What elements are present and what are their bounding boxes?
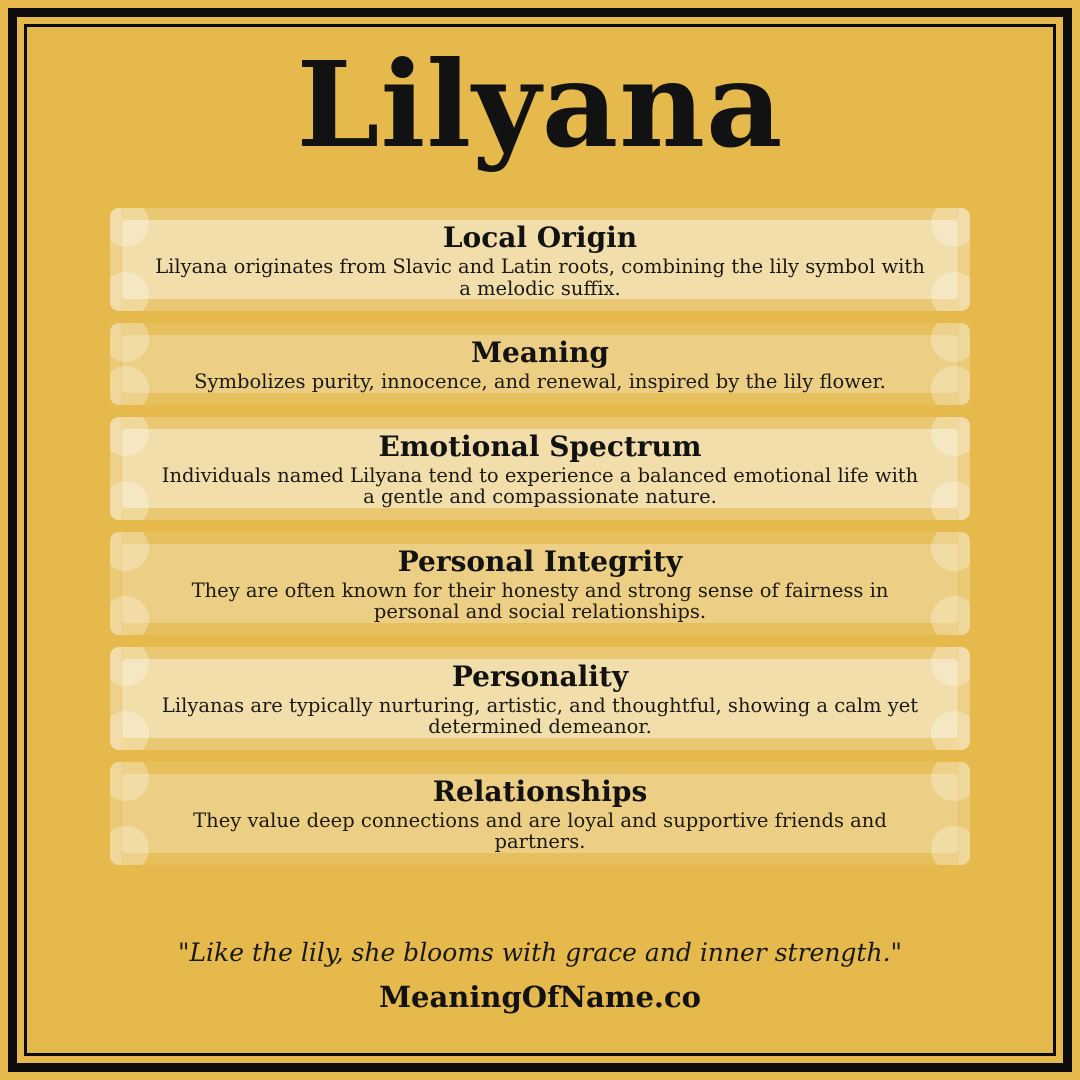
section-body: They value deep connections and are loyal and supportive friends and partners.: [193, 808, 887, 853]
section-card-personality: [110, 647, 970, 750]
section-body: Individuals named Lilyana tend to experience a balanced emotional life with a gentle and compassionate nature.: [161, 463, 919, 508]
section-heading: Personal Integrity: [397, 544, 683, 578]
corner-dot-bottom-left: [110, 596, 149, 635]
corner-dot-top-right: [931, 532, 970, 571]
section-heading: Emotional Spectrum: [378, 429, 702, 463]
card-edge-highlight-left: [110, 532, 121, 635]
corner-dot-top-right: [931, 762, 970, 801]
section-card-meaning: [110, 323, 970, 405]
corner-dot-top-right: [931, 323, 970, 362]
corner-dot-top-right: [931, 417, 970, 456]
corner-dot-bottom-left: [110, 711, 149, 750]
corner-dot-bottom-right: [931, 596, 970, 635]
corner-dot-top-right: [931, 647, 970, 686]
sections-list: [110, 208, 970, 865]
section-heading: Relationships: [432, 774, 648, 808]
card-edge-highlight-right: [959, 417, 970, 520]
section-heading: Personality: [451, 659, 629, 693]
corner-dot-bottom-right: [931, 826, 970, 865]
corner-dot-top-left: [110, 417, 149, 456]
card-edge-highlight-right: [959, 647, 970, 750]
card-edge-highlight-left: [110, 323, 121, 405]
brand-name: MeaningOfName.co: [378, 980, 702, 1014]
corner-dot-bottom-left: [110, 272, 149, 311]
section-card-emotional-spectrum: [110, 417, 970, 520]
section-body: Symbolizes purity, innocence, and renewal, inspired by the lily flower.: [194, 370, 886, 393]
section-body: Lilyana originates from Slavic and Latin roots, combining the lily symbol with a melodic suffix.: [155, 255, 925, 300]
corner-dot-bottom-right: [931, 366, 970, 405]
corner-dot-top-left: [110, 532, 149, 571]
section-card-relationships: [110, 762, 970, 865]
tagline-quote: "Like the lily, she blooms with grace and inner strength.": [177, 938, 903, 967]
card-edge-highlight-left: [110, 647, 121, 750]
card-edge-highlight-left: [110, 208, 121, 311]
corner-dot-bottom-right: [931, 272, 970, 311]
card-edge-highlight-left: [110, 762, 121, 865]
card-edge-highlight-right: [959, 532, 970, 635]
section-body: Lilyanas are typically nurturing, artistic, and thoughtful, showing a calm yet determined demeanor.: [161, 693, 919, 738]
name-title: Lilyana: [296, 35, 784, 174]
corner-dot-bottom-left: [110, 366, 149, 405]
section-card-personal-integrity: [110, 532, 970, 635]
corner-dot-top-left: [110, 208, 149, 247]
corner-dot-bottom-right: [931, 481, 970, 520]
section-body: They are often known for their honesty and strong sense of fairness in personal and social relationships.: [191, 578, 889, 623]
card-edge-highlight-right: [959, 208, 970, 311]
corner-dot-top-left: [110, 323, 149, 362]
corner-dot-bottom-right: [931, 711, 970, 750]
corner-dot-top-left: [110, 647, 149, 686]
corner-dot-top-left: [110, 762, 149, 801]
section-heading: Meaning: [471, 336, 609, 369]
card-edge-highlight-left: [110, 417, 121, 520]
section-heading: Local Origin: [442, 221, 638, 254]
section-card-local-origin: [110, 208, 970, 311]
corner-dot-top-right: [931, 208, 970, 247]
card-edge-highlight-right: [959, 762, 970, 865]
corner-dot-bottom-left: [110, 826, 149, 865]
corner-dot-bottom-left: [110, 481, 149, 520]
card-edge-highlight-right: [959, 323, 970, 405]
